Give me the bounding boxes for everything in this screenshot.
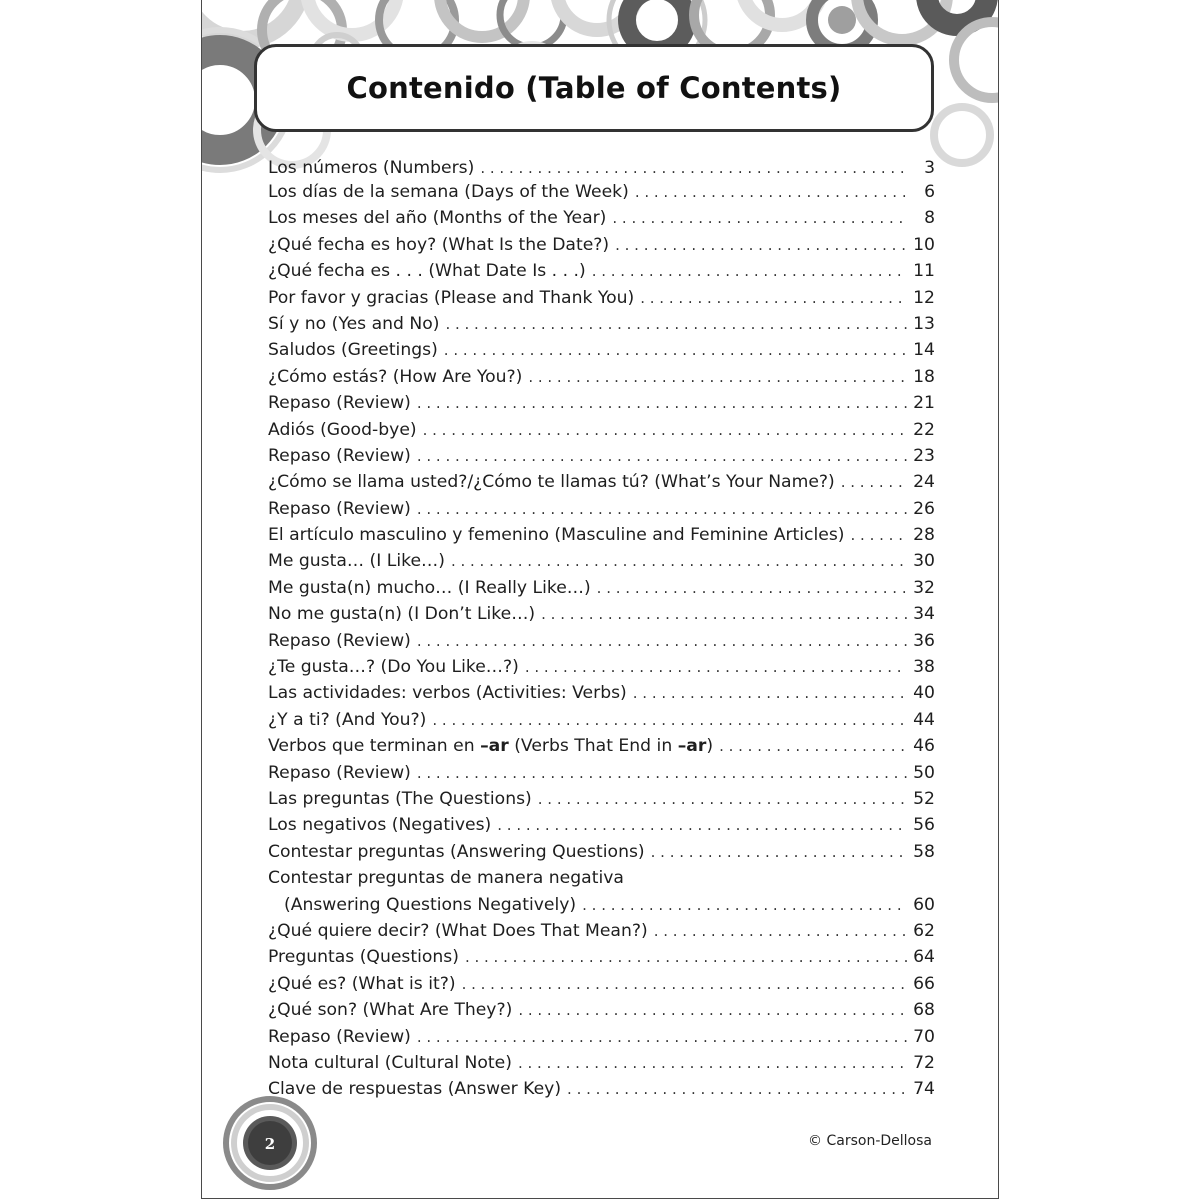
toc-entry[interactable]: [268, 208, 935, 234]
dot-leader: [465, 948, 907, 966]
toc-entry-page: 74: [913, 1079, 935, 1100]
toc-entry[interactable]: [268, 1027, 935, 1053]
toc-entry-title: ¿Cómo se llama usted?/¿Cómo te llamas tú? (What’s Your Name?): [268, 472, 835, 493]
toc-entry-page: 50: [913, 762, 935, 783]
toc-entry[interactable]: [268, 367, 935, 393]
toc-entry[interactable]: [268, 895, 935, 921]
copyright-notice: © Carson-Dellosa: [808, 1133, 932, 1149]
toc-entry-page: 26: [913, 498, 935, 519]
toc-entry-page: 34: [913, 604, 935, 625]
dot-leader: [462, 975, 907, 993]
toc-entry-page: 44: [913, 709, 935, 730]
toc-entry-title: Sí y no (Yes and No): [268, 313, 440, 334]
toc-entry-title: Clave de respuestas (Answer Key): [268, 1079, 562, 1100]
dot-leader: [635, 183, 907, 201]
toc-entry-title: Repaso (Review): [268, 762, 411, 783]
toc-entry[interactable]: [268, 472, 935, 498]
dot-leader: [651, 843, 907, 861]
dot-leader: [497, 816, 907, 834]
toc-entry-page: 30: [913, 551, 935, 572]
dot-leader: [654, 922, 907, 940]
toc-entry-title: Me gusta… (I Like…): [268, 551, 445, 572]
dot-leader: [592, 262, 907, 280]
toc-entry-page: 14: [913, 340, 935, 361]
title-banner: [254, 44, 934, 132]
toc-entry-page: 28: [913, 525, 935, 546]
toc-entry-title: Contestar preguntas de manera negativa: [268, 868, 624, 889]
toc-entry-title: Los días de la semana (Days of the Week): [268, 182, 629, 202]
dot-leader: [538, 790, 907, 808]
toc-entry-title: No me gusta(n) (I Don’t Like…): [268, 604, 536, 625]
toc-entry-title: Por favor y gracias (Please and Thank You): [268, 287, 635, 308]
toc-entry[interactable]: [268, 1053, 935, 1079]
toc-entry-page: 64: [913, 947, 935, 968]
toc-entry[interactable]: [268, 683, 935, 709]
toc-entry[interactable]: [268, 393, 935, 419]
toc-entry-page: 40: [913, 683, 935, 704]
dot-leader: [633, 684, 907, 702]
toc-entry[interactable]: [268, 604, 935, 630]
toc-entry[interactable]: [268, 235, 935, 261]
toc-entry[interactable]: [268, 499, 935, 525]
toc-entry[interactable]: [268, 551, 935, 577]
toc-entry-title: ¿Y a ti? (And You?): [268, 709, 427, 730]
toc-entry-page: 10: [913, 234, 935, 255]
toc-entry-page: 11: [913, 261, 935, 282]
toc-entry-title: Repaso (Review): [268, 445, 411, 466]
toc-entry-page: 72: [913, 1052, 935, 1073]
toc-entry[interactable]: [268, 815, 935, 841]
toc-entry-page: 6: [924, 182, 935, 202]
toc-entry-title: ¿Qué quiere decir? (What Does That Mean?): [268, 920, 648, 941]
toc-entry[interactable]: [268, 420, 935, 446]
toc-entry[interactable]: [268, 340, 935, 366]
dot-leader: [640, 289, 907, 307]
dot-leader: [567, 1080, 907, 1098]
dot-leader: [525, 658, 907, 676]
dot-leader: [417, 447, 907, 465]
toc-entry-title-part: ): [706, 736, 714, 757]
toc-entry-page: 56: [913, 815, 935, 836]
toc-entry[interactable]: [268, 763, 935, 789]
dot-leader: [518, 1001, 907, 1019]
toc-entry-title: ¿Te gusta…? (Do You Like…?): [268, 657, 519, 678]
toc-entry-page: 3: [924, 158, 935, 178]
toc-entry-bold-suffix: –ar: [677, 736, 707, 757]
toc-entry[interactable]: [268, 525, 935, 551]
toc-entry[interactable]: [268, 631, 935, 657]
toc-entry-title: Los números (Numbers): [268, 158, 475, 178]
dot-leader: [432, 711, 907, 729]
table-of-contents: [268, 158, 935, 1106]
toc-entry-title: Los meses del año (Months of the Year): [268, 208, 607, 229]
toc-entry-title: Saludos (Greetings): [268, 340, 438, 361]
dot-leader: [417, 394, 907, 412]
toc-entry[interactable]: [268, 288, 935, 314]
toc-entry[interactable]: [268, 261, 935, 287]
toc-entry-title: Contestar preguntas (Answering Questions): [268, 841, 645, 862]
workbook-page: [201, 0, 999, 1199]
toc-entry-page: 22: [913, 419, 935, 440]
toc-entry-title: ¿Cómo estás? (How Are You?): [268, 366, 523, 387]
toc-entry-heading[interactable]: [268, 868, 935, 894]
toc-entry[interactable]: [268, 921, 935, 947]
dot-leader: [841, 473, 907, 491]
toc-entry[interactable]: [268, 947, 935, 973]
dot-leader: [445, 315, 907, 333]
dot-leader: [851, 526, 907, 544]
toc-entry[interactable]: [268, 657, 935, 683]
dot-leader: [444, 341, 907, 359]
toc-entry-page: 58: [913, 841, 935, 862]
toc-entry[interactable]: [268, 446, 935, 472]
dot-leader: [612, 209, 907, 227]
dot-leader: [615, 236, 907, 254]
page-title: Contenido (Table of Contents): [346, 71, 842, 105]
dot-leader: [417, 632, 907, 650]
toc-entry-title: (Answering Questions Negatively): [284, 894, 577, 915]
dot-leader: [480, 159, 907, 177]
dot-leader: [597, 579, 907, 597]
toc-entry-title: ¿Qué fecha es hoy? (What Is the Date?): [268, 234, 610, 255]
toc-entry-page: 52: [913, 788, 935, 809]
toc-entry-title: Repaso (Review): [268, 498, 411, 519]
toc-entry-title: Los negativos (Negatives): [268, 815, 492, 836]
toc-entry-title: Nota cultural (Cultural Note): [268, 1052, 512, 1073]
toc-entry-page: 18: [913, 366, 935, 387]
toc-entry-page: 8: [924, 208, 935, 229]
toc-entry-page: 13: [913, 313, 935, 334]
dot-leader: [719, 737, 907, 755]
toc-entry-title: Me gusta(n) mucho… (I Really Like…): [268, 577, 591, 598]
toc-entry[interactable]: [268, 710, 935, 736]
toc-entry[interactable]: [268, 974, 935, 1000]
toc-entry[interactable]: [268, 789, 935, 815]
toc-entry-title: Las preguntas (The Questions): [268, 788, 532, 809]
toc-entry-page: 23: [913, 445, 935, 466]
toc-entry-page: 60: [913, 894, 935, 915]
toc-entry[interactable]: [268, 314, 935, 340]
dot-leader: [423, 421, 907, 439]
toc-entry[interactable]: [268, 1000, 935, 1026]
dot-leader: [528, 368, 907, 386]
toc-entry-title: Repaso (Review): [268, 1026, 411, 1047]
toc-entry-title: El artículo masculino y femenino (Masculine and Feminine Articles): [268, 525, 845, 546]
toc-entry-title: Preguntas (Questions): [268, 947, 459, 968]
dot-leader: [417, 500, 907, 518]
dot-leader: [541, 605, 907, 623]
toc-entry-title: Repaso (Review): [268, 393, 411, 414]
toc-entry-page: 70: [913, 1026, 935, 1047]
toc-entry-page: 46: [913, 736, 935, 757]
toc-entry-title: [268, 736, 713, 756]
toc-entry[interactable]: [268, 842, 935, 868]
dot-leader: [582, 896, 907, 914]
toc-entry-page: 62: [913, 920, 935, 941]
toc-entry-page: 32: [913, 577, 935, 598]
toc-entry-page: 68: [913, 1000, 935, 1021]
toc-entry-title: Repaso (Review): [268, 630, 411, 651]
dot-leader: [417, 1028, 907, 1046]
toc-entry-title-part: (Verbs That End in: [508, 736, 678, 757]
toc-entry-title: Adiós (Good-bye): [268, 419, 417, 440]
toc-entry-title: ¿Qué fecha es . . . (What Date Is . . .): [268, 261, 586, 282]
dot-leader: [451, 552, 907, 570]
page-number: 2: [264, 1135, 276, 1153]
toc-entry[interactable]: [268, 158, 935, 182]
dot-leader: [518, 1054, 907, 1072]
toc-entry-page: 21: [913, 393, 935, 414]
toc-entry-title-part: Verbos que terminan en: [268, 736, 481, 757]
toc-entry-page: 38: [913, 657, 935, 678]
toc-entry-page: 66: [913, 973, 935, 994]
toc-entry-page: 24: [913, 472, 935, 493]
toc-entry-title: ¿Qué es? (What is it?): [268, 973, 456, 994]
toc-entry-bold-suffix: –ar: [480, 736, 509, 757]
toc-entry-title: Las actividades: verbos (Activities: Verbs): [268, 683, 627, 704]
toc-entry[interactable]: [268, 736, 935, 762]
toc-entry-page: 36: [913, 630, 935, 651]
toc-entry-title: ¿Qué son? (What Are They?): [268, 1000, 513, 1021]
toc-entry[interactable]: [268, 578, 935, 604]
toc-entry[interactable]: [268, 182, 935, 208]
dot-leader: [417, 764, 907, 782]
toc-entry-page: 12: [913, 287, 935, 308]
toc-entry[interactable]: [268, 1079, 935, 1105]
